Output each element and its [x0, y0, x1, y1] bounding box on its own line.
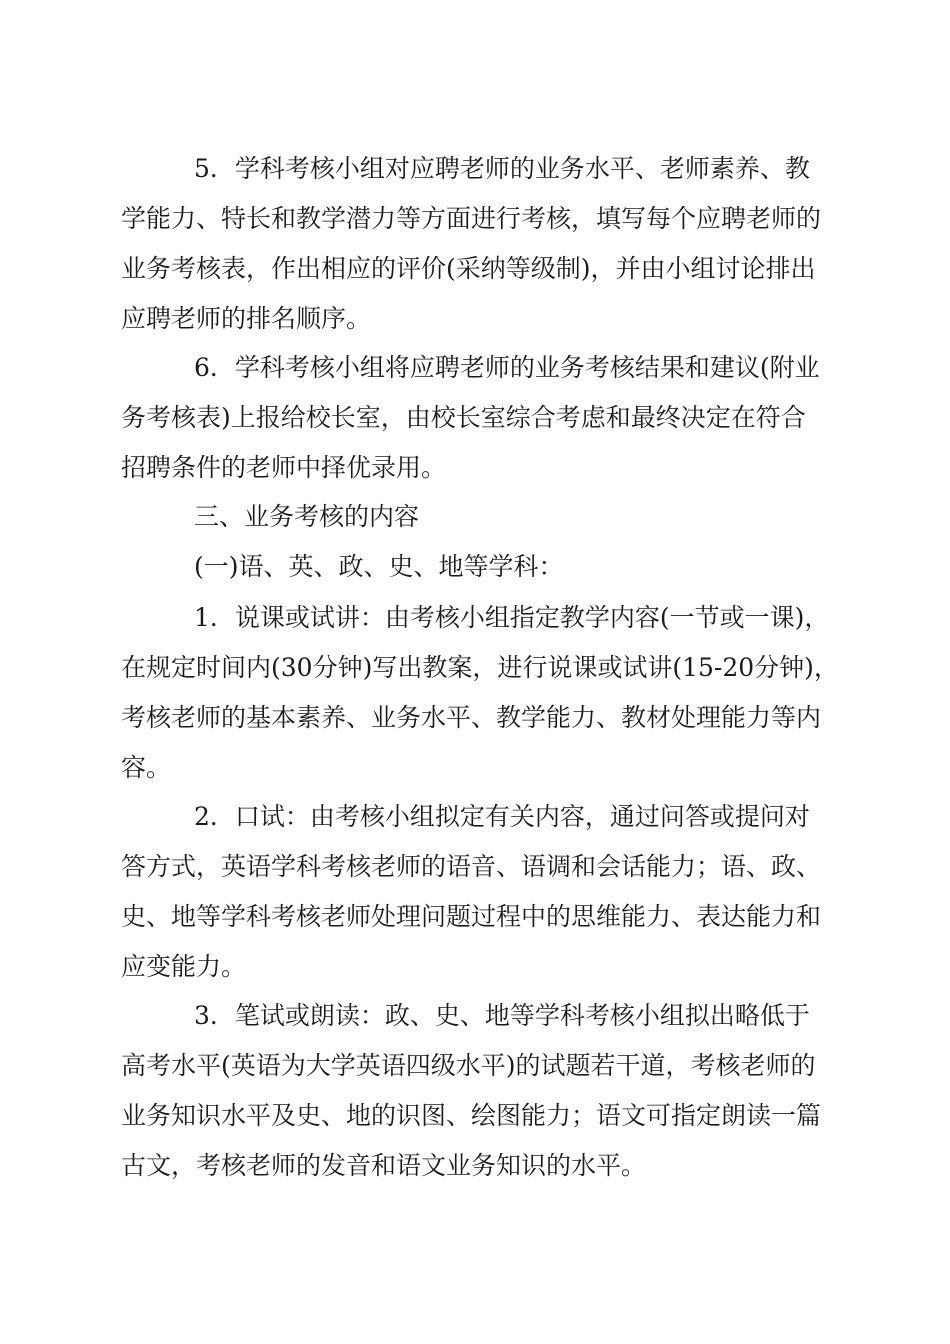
item-3-line-2: 高考水平(英语为大学英语四级水平)的试题若干道，考核老师的 — [121, 1051, 816, 1080]
item-2-line-1: 2．口试：由考核小组拟定有关内容，通过问答或提问对 — [194, 802, 810, 831]
item-1-line-1: 1．说课或试讲：由考核小组指定教学内容(一节或一课)， — [194, 603, 830, 632]
item-2-line-3: 史、地等学科考核老师处理问题过程中的思维能力、表达能力和 — [121, 902, 822, 931]
paragraph-5-line-1: 5．学科考核小组对应聘老师的业务水平、老师素养、教 — [194, 154, 810, 183]
item-1-line-2: 在规定时间内(30分钟)写出教案，进行说课或试讲(15-20分钟)， — [121, 653, 839, 682]
item-2-line-4: 应变能力。 — [121, 952, 247, 981]
paragraph-5-line-2: 学能力、特长和教学潜力等方面进行考核，填写每个应聘老师的 — [121, 204, 822, 233]
item-3-line-4: 古文，考核老师的发音和语文业务知识的水平。 — [121, 1151, 647, 1180]
item-3-line-3: 业务知识水平及史、地的识图、绘图能力；语文可指定朗读一篇 — [121, 1101, 822, 1130]
item-1-line-3: 考核老师的基本素养、业务水平、教学能力、教材处理能力等内 — [121, 703, 822, 732]
item-2-line-2: 答方式，英语学科考核老师的语音、语调和会话能力；语、政、 — [121, 852, 822, 881]
paragraph-6-line-3: 招聘条件的老师中择优录用。 — [121, 453, 447, 482]
item-3-line-1: 3．笔试或朗读：政、史、地等学科考核小组拟出略低于 — [194, 1001, 810, 1030]
paragraph-5-line-3: 业务考核表，作出相应的评价(采纳等级制)，并由小组讨论排出 — [121, 254, 816, 283]
paragraph-6-line-1: 6．学科考核小组将应聘老师的业务考核结果和建议(附业 — [194, 353, 820, 382]
section-heading: 三、业务考核的内容 — [194, 502, 420, 531]
item-1-line-4: 容。 — [121, 753, 172, 782]
subsection-heading: (一)语、英、政、史、地等学科： — [194, 552, 564, 581]
paragraph-6-line-2: 务考核表)上报给校长室，由校长室综合考虑和最终决定在符合 — [121, 403, 806, 432]
paragraph-5-line-4: 应聘老师的排名顺序。 — [121, 304, 372, 333]
